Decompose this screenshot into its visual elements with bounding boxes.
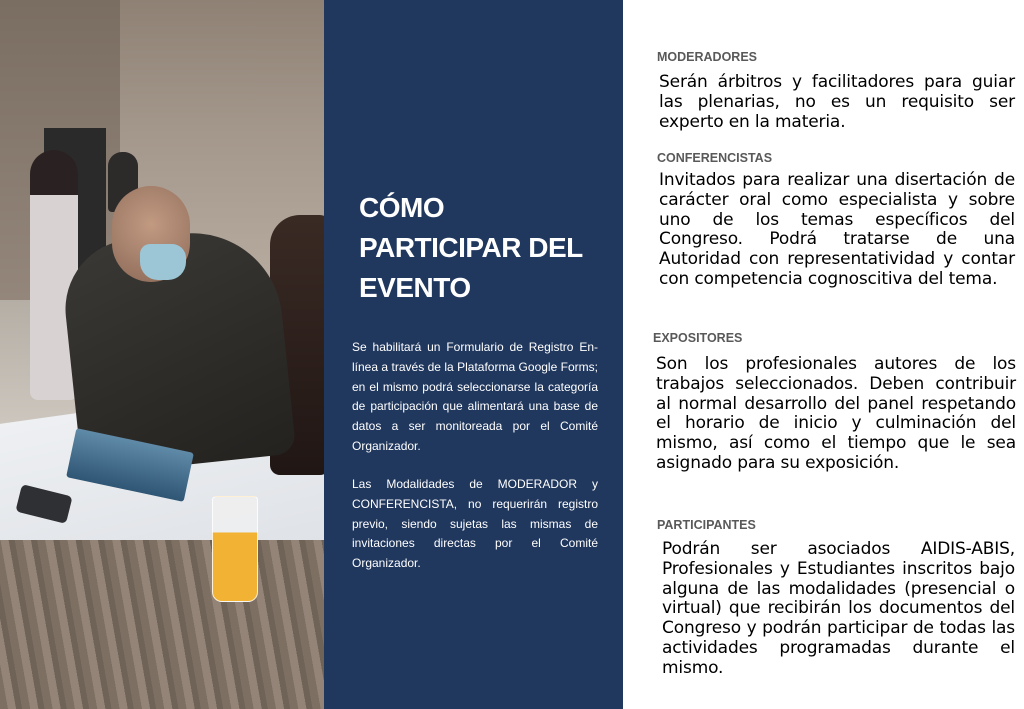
section-participantes: [657, 517, 1015, 679]
section-body: Podrán ser asociados AIDIS-ABIS, Profesionales y Estudiantes inscritos bajo alguna de las modalidades (presencial o virtual) que recibirán los documentos del Congreso y podrán participar de todas las actividades programadas durante el mismo.: [662, 539, 1015, 678]
info-panel: [324, 0, 623, 709]
page-title: CÓMO PARTICIPAR DEL EVENTO: [359, 192, 583, 303]
photo-tablecloth: [0, 540, 324, 709]
photo-juice-glass: [212, 496, 258, 602]
section-heading: PARTICIPANTES: [657, 518, 756, 532]
section-conferencistas: [657, 150, 1015, 290]
event-photo: [0, 0, 324, 709]
section-body: Serán árbitros y facilitadores para guiar las plenarias, no es un requisito ser experto en la materia.: [659, 72, 1015, 132]
section-expositores: [653, 330, 1016, 474]
section-body: Son los profesionales autores de los trabajos seleccionados. Deben contribuir al normal desarrollo del panel respetando el horario de inicio y culminación del mismo, así como el tiempo que le sea asignado para su exposición.: [656, 354, 1016, 473]
section-heading: EXPOSITORES: [653, 331, 743, 345]
section-heading: MODERADORES: [657, 50, 758, 64]
registration-paragraph: Se habilitará un Formulario de Registro En-línea a través de la Plataforma Google Forms; en el mismo podrá seleccionarse la categoría de participación que alimentará una base de datos a ser monitoreada por el Comité Organizador.: [352, 340, 598, 453]
photo-face-mask: [140, 244, 186, 280]
modalities-paragraph: Las Modalidades de MODERADOR y CONFERENCISTA, no requerirán registro previo, siendo sujetas las mismas de invitaciones directas por el Comité Organizador.: [352, 477, 598, 571]
section-moderadores: [657, 49, 1015, 132]
section-body: Invitados para realizar una disertación de carácter oral como especialista y sobre uno de los temas específicos del Congreso. Podrá tratarse de una Autoridad con representatividad y contar con competencia cognoscitiva del tema.: [659, 170, 1015, 289]
section-heading: CONFERENCISTAS: [657, 151, 773, 165]
